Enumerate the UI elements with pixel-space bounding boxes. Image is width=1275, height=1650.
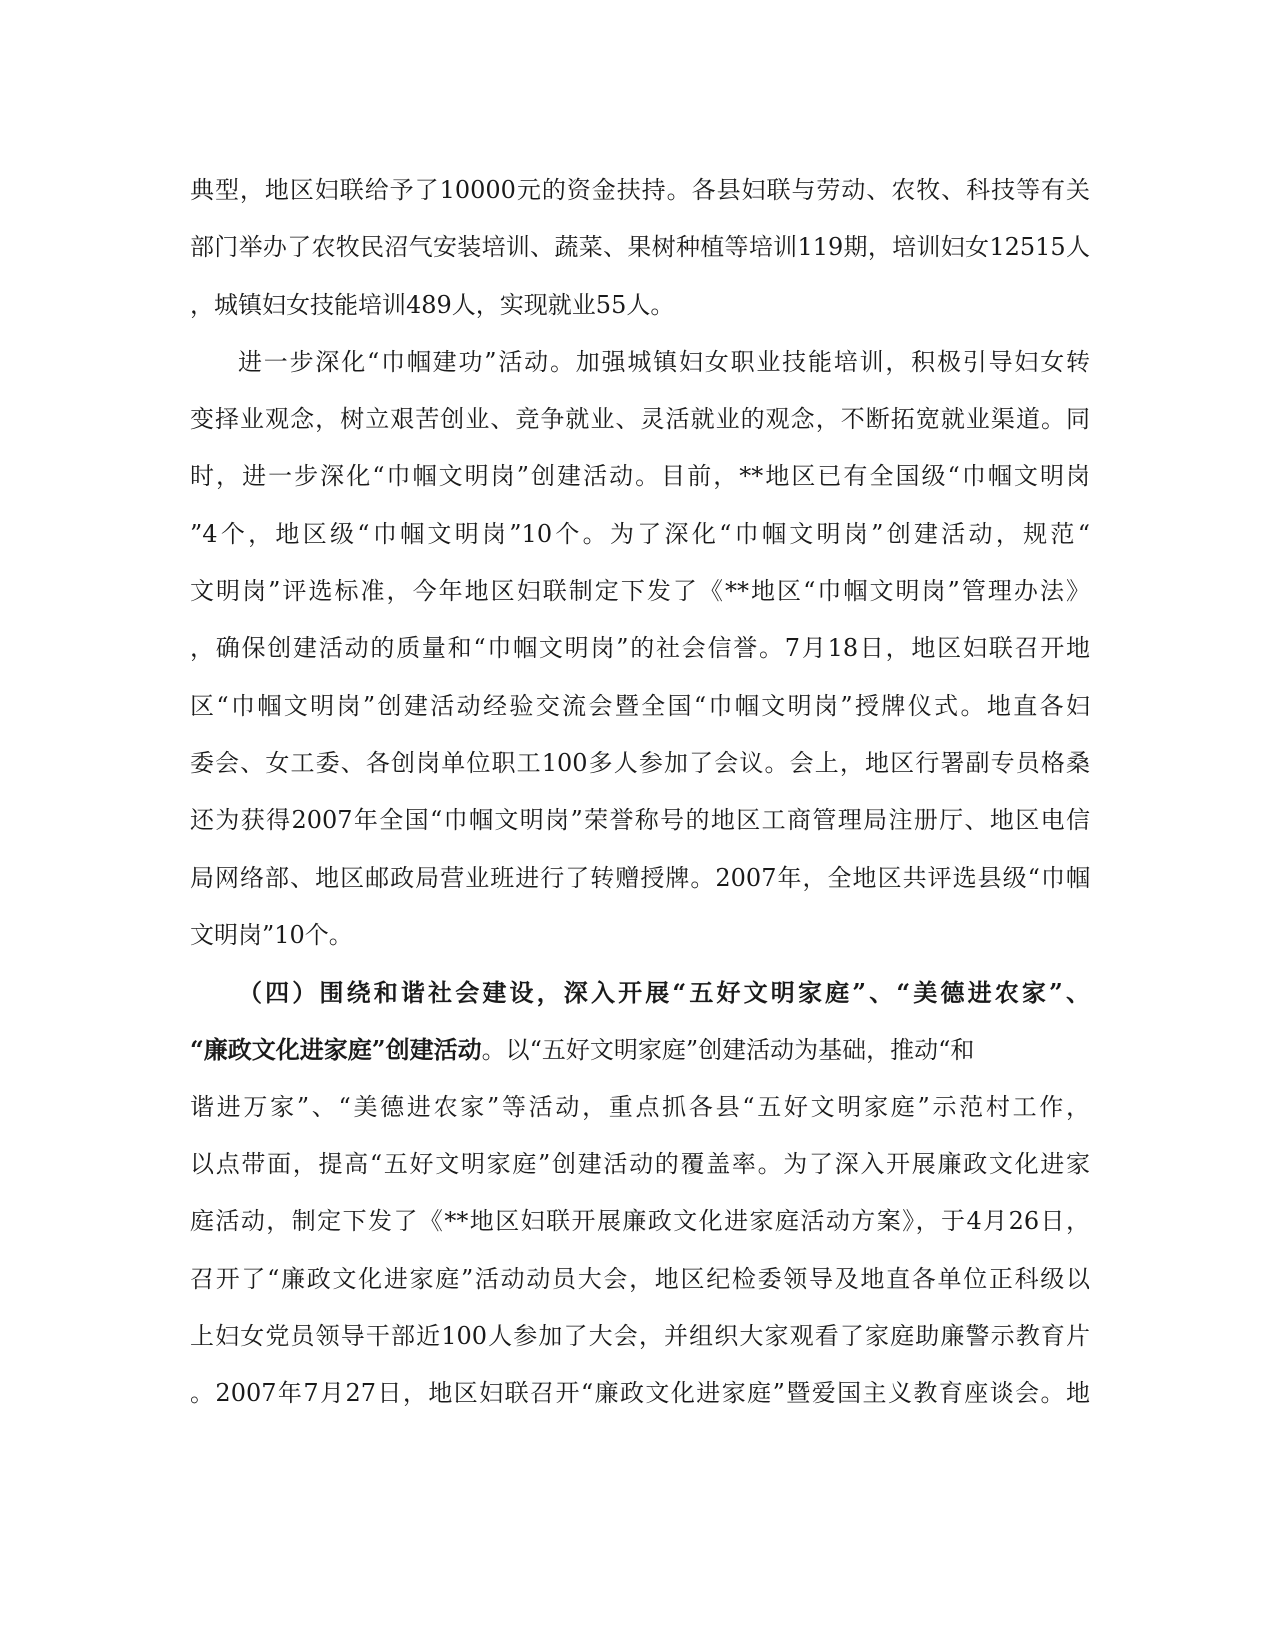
text-line: 进一步深化“巾帼建功”活动。加强城镇妇女职业技能培训，积极引导妇女转 <box>238 347 1090 376</box>
text-line: ”4个，地区级“巾帼文明岗”10个。为了深化“巾帼文明岗”创建活动，规范“ <box>190 519 1090 548</box>
text-line: 时，进一步深化“巾帼文明岗”创建活动。目前，**地区已有全国级“巾帼文明岗 <box>190 462 1090 491</box>
text-line: 文明岗”10个。 <box>190 920 353 949</box>
section-heading: （四）围绕和谐社会建设，深入开展“五好文明家庭”、“美德进农家”、 <box>238 978 1090 1008</box>
text-line: 局网络部、地区邮政局营业班进行了转赠授牌。2007年，全地区共评选县级“巾帼 <box>190 863 1090 892</box>
text-line: ，确保创建活动的质量和“巾帼文明岗”的社会信誉。7月18日，地区妇联召开地 <box>190 634 1090 663</box>
text-line: 庭活动，制定下发了《**地区妇联开展廉政文化进家庭活动方案》，于4月26日， <box>190 1207 1090 1236</box>
section-heading-continued: “廉政文化进家庭”创建活动 <box>190 1035 482 1065</box>
text-line: 文明岗”评选标准，今年地区妇联制定下发了《**地区“巾帼文明岗”管理办法》 <box>190 577 1090 606</box>
text-line: 召开了“廉政文化进家庭”活动动员大会，地区纪检委领导及地直各单位正科级以 <box>190 1264 1090 1293</box>
text-line: 部门举办了农牧民沼气安装培训、蔬菜、果树种植等培训119期，培训妇女12515人 <box>190 233 1090 262</box>
text-line: 以点带面，提高“五好文明家庭”创建活动的覆盖率。为了深入开展廉政文化进家 <box>190 1150 1090 1179</box>
text-line: 典型，地区妇联给予了10000元的资金扶持。各县妇联与劳动、农牧、科技等有关 <box>190 176 1090 204</box>
body-text <box>190 162 1090 1423</box>
text-line: 谐进万家”、“美德进农家”等活动，重点抓各县“五好文明家庭”示范村工作， <box>190 1092 1090 1121</box>
text-line: 。2007年7月27日，地区妇联召开“廉政文化进家庭”暨爱国主义教育座谈会。地 <box>190 1379 1090 1408</box>
text-line: ，城镇妇女技能培训489人，实现就业55人。 <box>190 290 675 319</box>
text-run: 。以“五好文明家庭”创建活动为基础，推动“和 <box>481 1036 975 1065</box>
text-line: 变择业观念，树立艰苦创业、竞争就业、灵活就业的观念，不断拓宽就业渠道。同 <box>190 405 1090 434</box>
text-line: 区“巾帼文明岗”创建活动经验交流会暨全国“巾帼文明岗”授牌仪式。地直各妇 <box>190 691 1090 720</box>
text-line: 上妇女党员领导干部近100人参加了大会，并组织大家观看了家庭助廉警示教育片 <box>190 1321 1090 1350</box>
text-line: 委会、女工委、各创岗单位职工100多人参加了会议。会上，地区行署副专员格桑 <box>190 748 1090 777</box>
text-line: 还为获得2007年全国“巾帼文明岗”荣誉称号的地区工商管理局注册厅、地区电信 <box>190 806 1090 835</box>
text-line <box>190 1021 1090 1078</box>
